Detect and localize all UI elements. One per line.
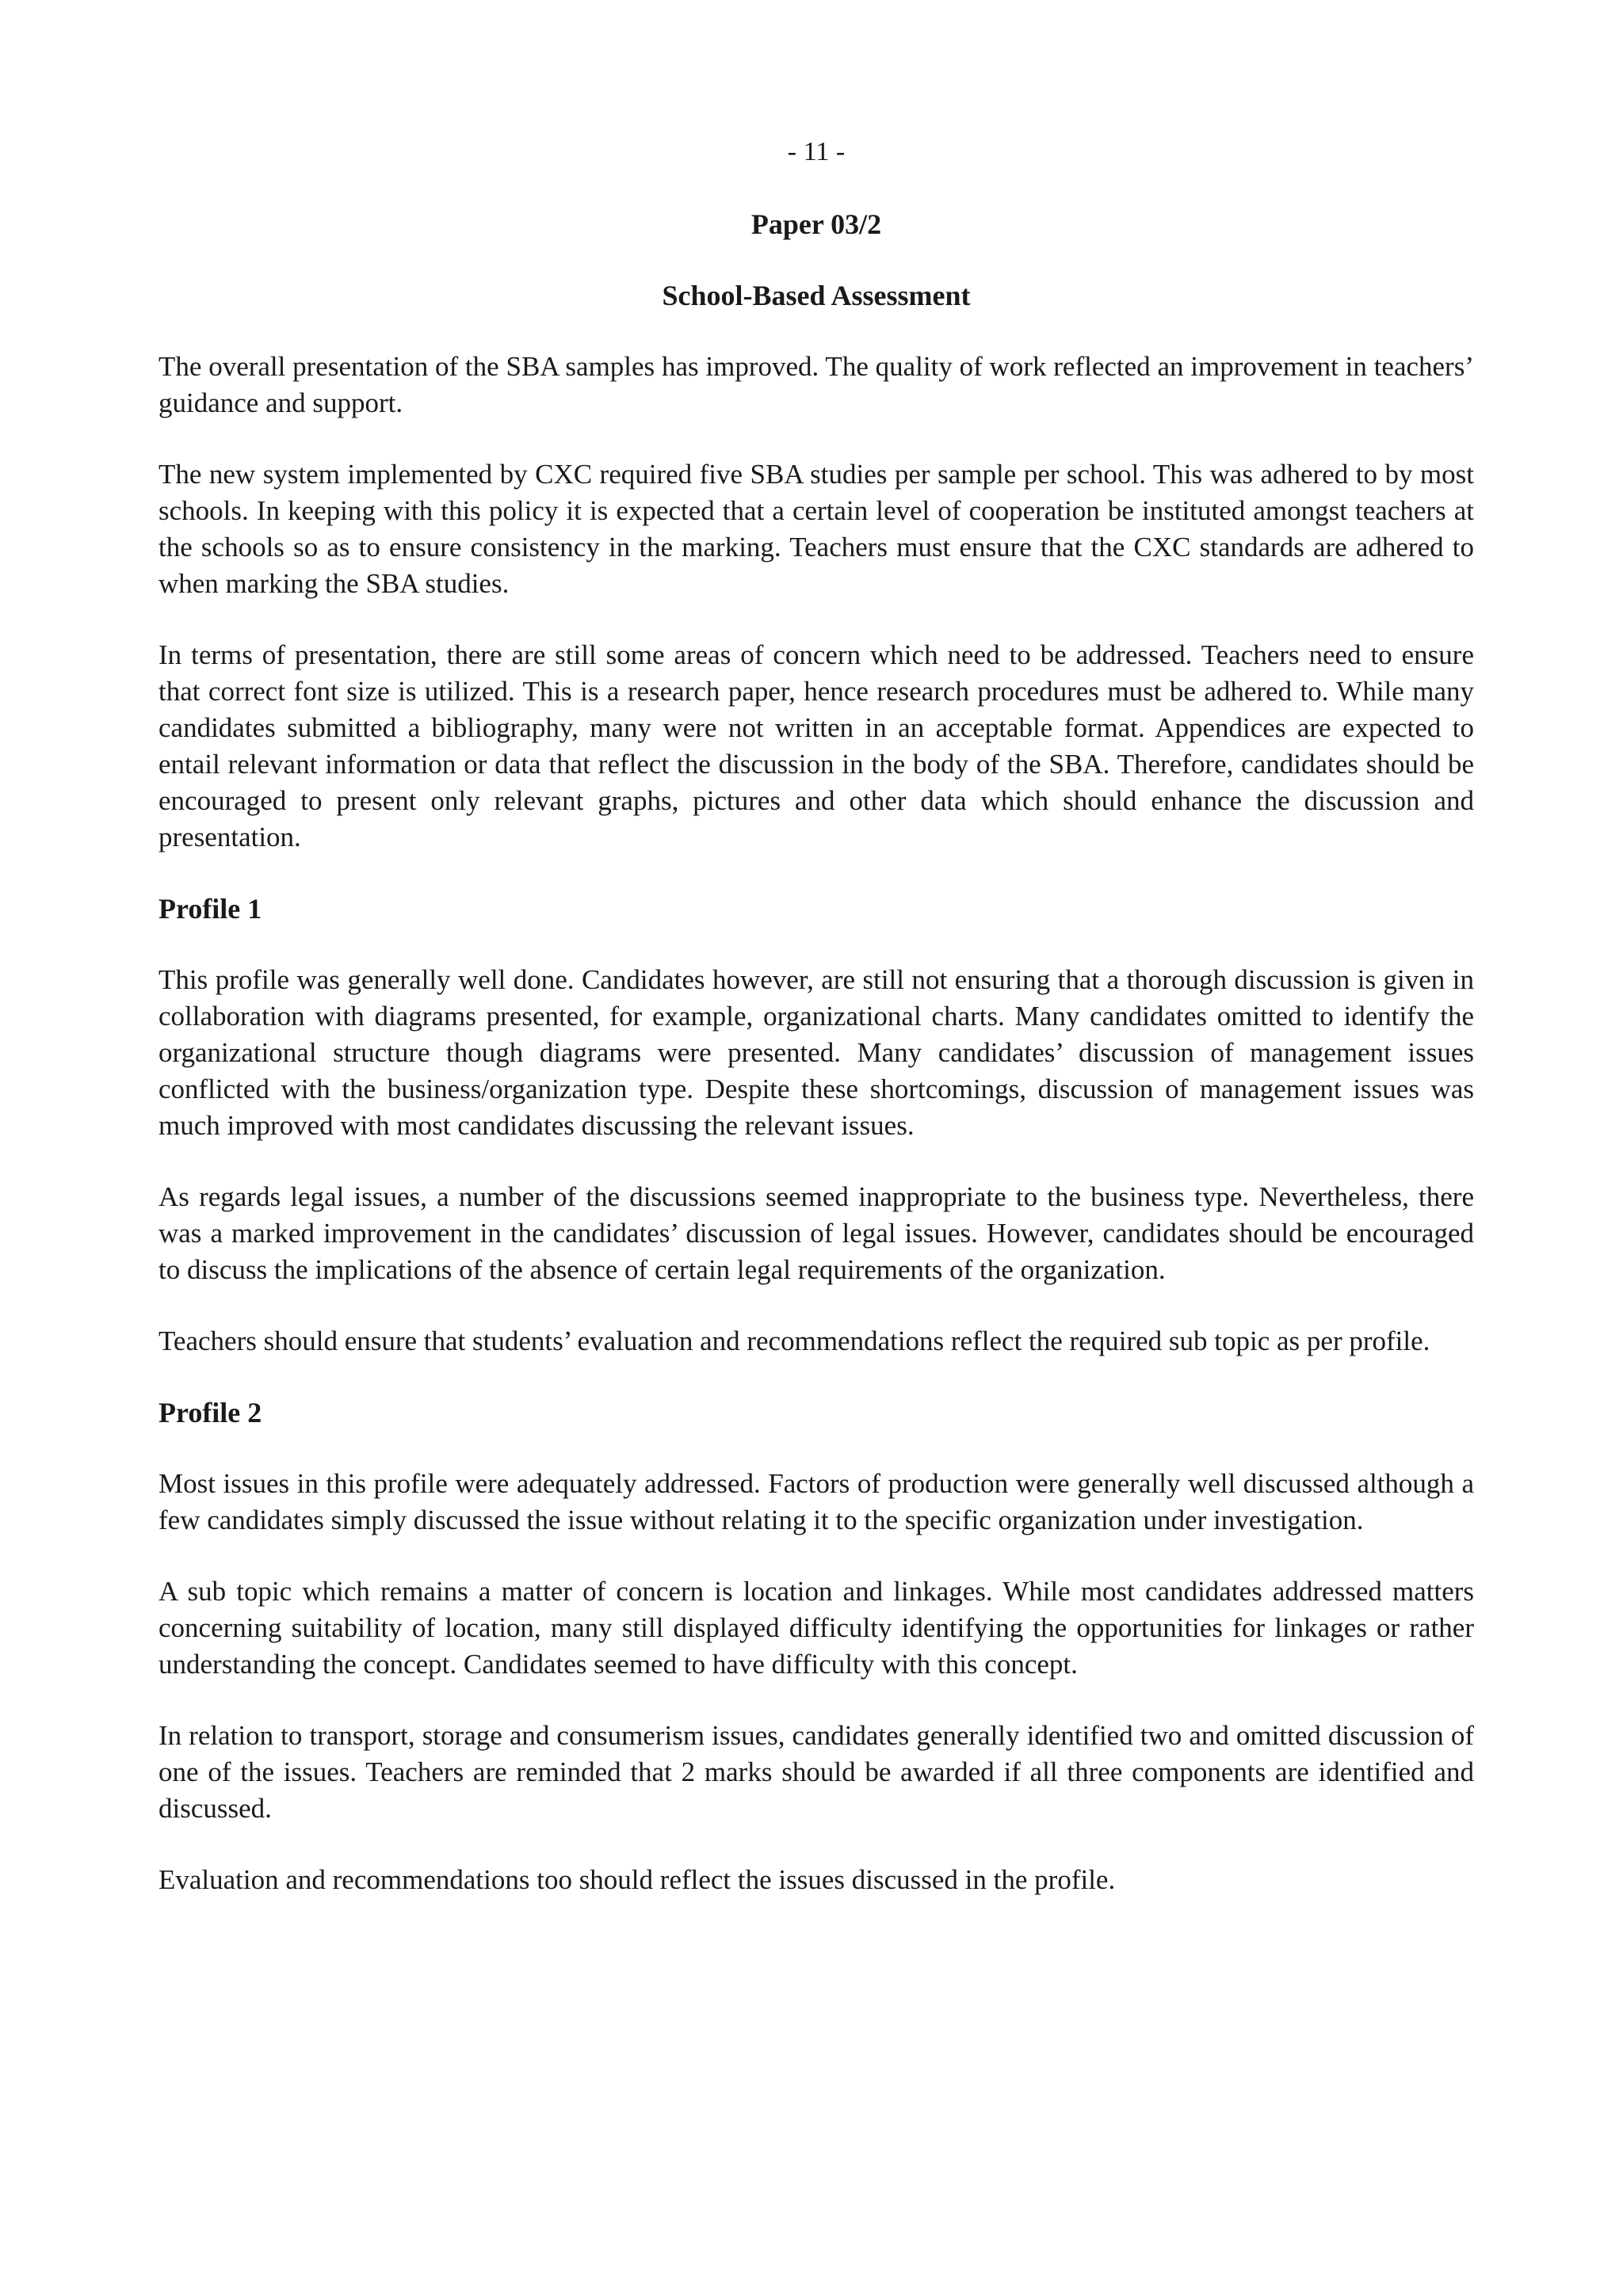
profile-2-paragraph: A sub topic which remains a matter of concern is location and linkages. While most candidates addressed matters concerning suitability of location, many still displayed difficulty identifying the opportunities for linkages or rather understanding the concept. Candidates seemed to have difficulty with this concept. bbox=[158, 1576, 1474, 1680]
intro-paragraph: The new system implemented by CXC required five SBA studies per sample per school. This was adhered to by most schools. In keeping with this policy it is expected that a certain level of cooperation be instituted amongst teachers at the schools so as to ensure consistency in the marking. Teachers must ensure that the CXC standards are adhered to when marking the SBA studies. bbox=[158, 459, 1474, 599]
profile-1-heading: Profile 1 bbox=[158, 893, 262, 925]
profile-2-paragraph: In relation to transport, storage and consumerism issues, candidates generally identified two and omitted discussion of one of the issues. Teachers are reminded that 2 marks should be awarded if all three components are identified and discussed. bbox=[158, 1720, 1474, 1824]
intro-paragraph: The overall presentation of the SBA samples has improved. The quality of work reflected an improvement in teachers’ guidance and support. bbox=[158, 351, 1474, 418]
intro-paragraph: In terms of presentation, there are still some areas of concern which need to be addressed. Teachers need to ensure that correct font size is utilized. This is a research paper, hence research procedures must be adhered to. While many candidates submitted a bibliography, many were not written in an acceptable format. Appendices are expected to entail relevant information or data that reflect the discussion in the body of the SBA. Therefore, candidates should be encouraged to present only relevant graphs, pictures and other data which should enhance the discussion and presentation. bbox=[158, 639, 1474, 852]
profile-2-paragraph: Most issues in this profile were adequately addressed. Factors of production were generally well discussed although a few candidates simply discussed the issue without relating it to the specific organization under investigation. bbox=[158, 1468, 1474, 1535]
paper-title: Paper 03/2 bbox=[750, 208, 882, 240]
profile-2-paragraph: Evaluation and recommendations too should reflect the issues discussed in the profile. bbox=[158, 1864, 1116, 1895]
profile-1-paragraph: Teachers should ensure that students’ evaluation and recommendations reflect the required sub topic as per profile. bbox=[158, 1325, 1430, 1356]
profile-1-paragraph: As regards legal issues, a number of the discussions seemed inappropriate to the business type. Nevertheless, there was a marked improvement in the candidates’ discussion of legal issues. However, candidates should be encouraged to discuss the implications of the absence of certain legal requirements of the organization. bbox=[158, 1181, 1474, 1285]
profile-1-paragraph: This profile was generally well done. Candidates however, are still not ensuring that a thorough discussion is given in collaboration with diagrams presented, for example, organizational charts. Many candidates omitted to identify the organizational structure though diagrams were presented. Many candidates’ discussion of management issues conflicted with the business/organization type. Despite these shortcomings, discussion of management issues was much improved with most candidates discussing the relevant issues. bbox=[158, 964, 1474, 1141]
document-page bbox=[158, 135, 1474, 1898]
section-title: School-Based Assessment bbox=[662, 280, 971, 311]
profile-2-heading: Profile 2 bbox=[158, 1397, 262, 1428]
page-number: - 11 - bbox=[787, 137, 846, 166]
